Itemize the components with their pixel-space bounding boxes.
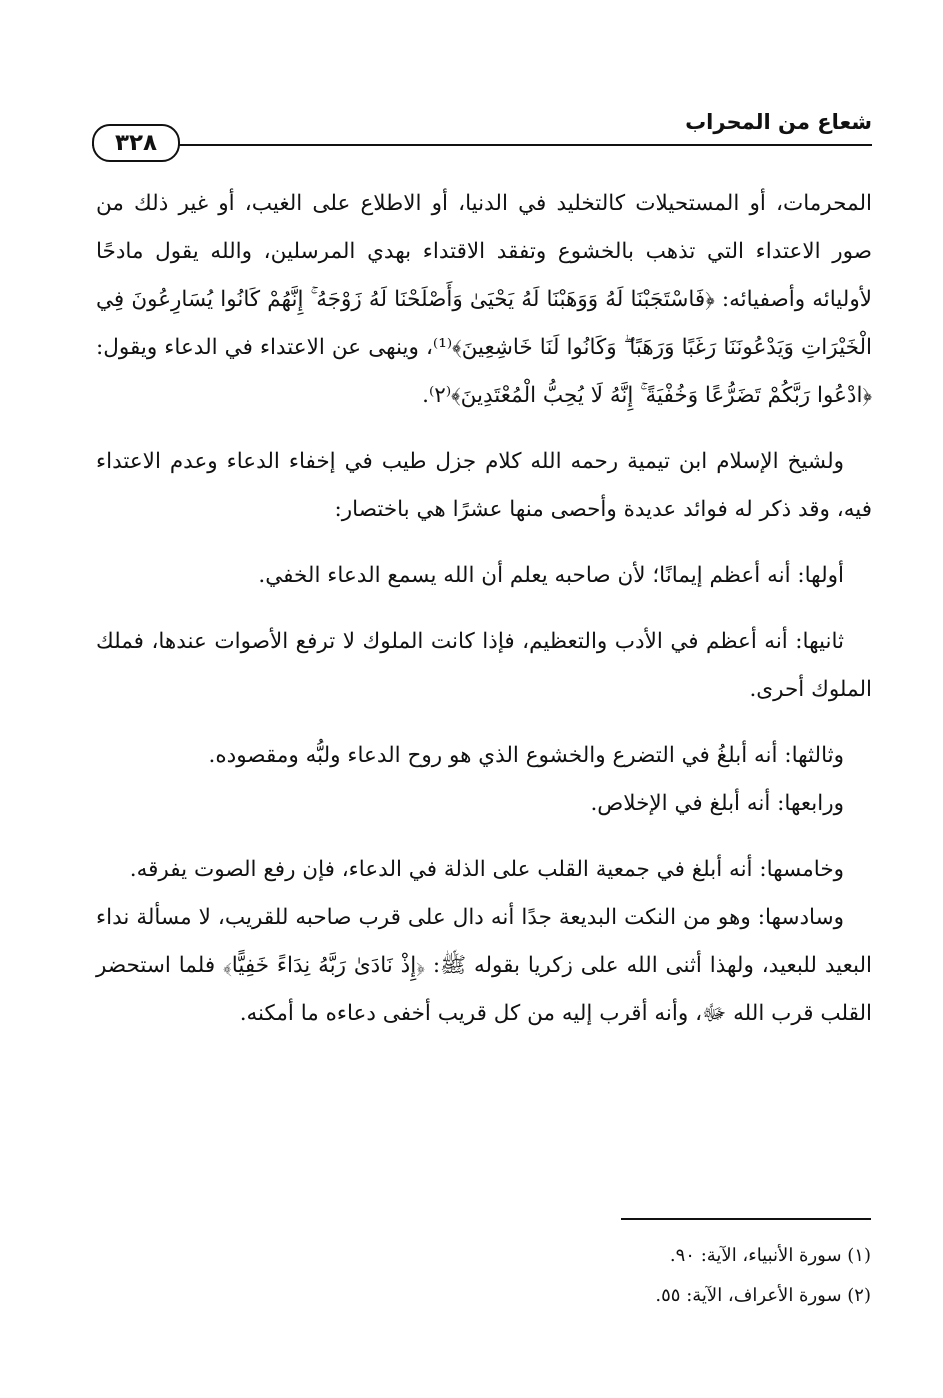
paragraph-fifth: وخامسها: أنه أبلغ في جمعية القلب على الذلة في الدعاء، فإن رفع الصوت يفرقه. xyxy=(129,857,844,882)
paragraph-third: وثالثها: أنه أبلغُ في التضرع والخشوع الذي هو روح الدعاء ولبُّه ومقصوده. xyxy=(208,743,844,768)
footnote-1: (١) سورة الأنبياء، الآية: ٩٠. xyxy=(669,1245,871,1266)
footnotes xyxy=(371,1236,871,1316)
paragraph-sixth: وسادسها: وهو من النكت البديعة جدًا أنه دال على قرب صاحبه للقريب، لا مسألة نداء البعيد للبعيد، ولهذا أثنى الله على زكريا بقوله ﷺ: ﴿إِذْ نَادَىٰ رَبَّهُ نِدَاءً خَفِيًّا﴾ فلما استحضر القلب قرب الله ﷻ، وأنه أقرب إليه من كل قريب أخفى دعاءه ما أمكنه. xyxy=(96,905,872,1026)
paragraph-fourth: ورابعها: أنه أبلغ في الإخلاص. xyxy=(590,791,844,816)
footnote-2: (٢) سورة الأعراف، الآية: ٥٥. xyxy=(655,1285,871,1306)
header-rule xyxy=(92,144,872,146)
page-number: ٣٢٨ xyxy=(92,124,180,162)
paragraph-second: ثانيها: أنه أعظم في الأدب والتعظيم، فإذا كانت الملوك لا ترفع الأصوات عندها، فملك الملوك أحرى. xyxy=(96,629,872,702)
paragraph-ibn-taymiyyah: ولشيخ الإسلام ابن تيمية رحمه الله كلام جزل طيب في إخفاء الدعاء وعدم الاعتداء فيه، وقد ذكر له فوائد عديدة وأحصى منها عشرًا هي باختصار: xyxy=(96,449,872,522)
footnote-separator xyxy=(621,1218,871,1220)
paragraph-intro: المحرمات، أو المستحيلات كالتخليد في الدنيا، أو الاطلاع على الغيب، أو غير ذلك من صور الاعتداء التي تذهب بالخشوع وتفقد الاقتداء بهدي المرسلين، والله يقول مادحًا لأوليائه وأصفيائه: ﴿فَاسْتَجَبْنَا لَهُ وَوَهَبْنَا لَهُ يَحْيَىٰ وَأَصْلَحْنَا لَهُ زَوْجَهُ ۚ إِنَّهُمْ كَانُوا يُسَارِعُونَ فِي الْخَيْرَاتِ وَيَدْعُونَنَا رَغَبًا وَرَهَبًا ۖ وَكَانُوا لَنَا خَاشِعِينَ﴾⁽¹⁾، وينهى عن الاعتداء في الدعاء ويقول: ﴿ادْعُوا رَبَّكُمْ تَضَرُّعًا وَخُفْيَةً ۚ إِنَّهُ لَا يُحِبُّ الْمُعْتَدِينَ﴾⁽٢⁾. xyxy=(96,191,872,408)
main-text xyxy=(96,180,872,1038)
paragraph-first: أولها: أنه أعظم إيمانًا؛ لأن صاحبه يعلم أن الله يسمع الدعاء الخفي. xyxy=(258,563,844,588)
page-header xyxy=(92,108,872,156)
book-title: شعاع من المحراب xyxy=(685,110,872,134)
